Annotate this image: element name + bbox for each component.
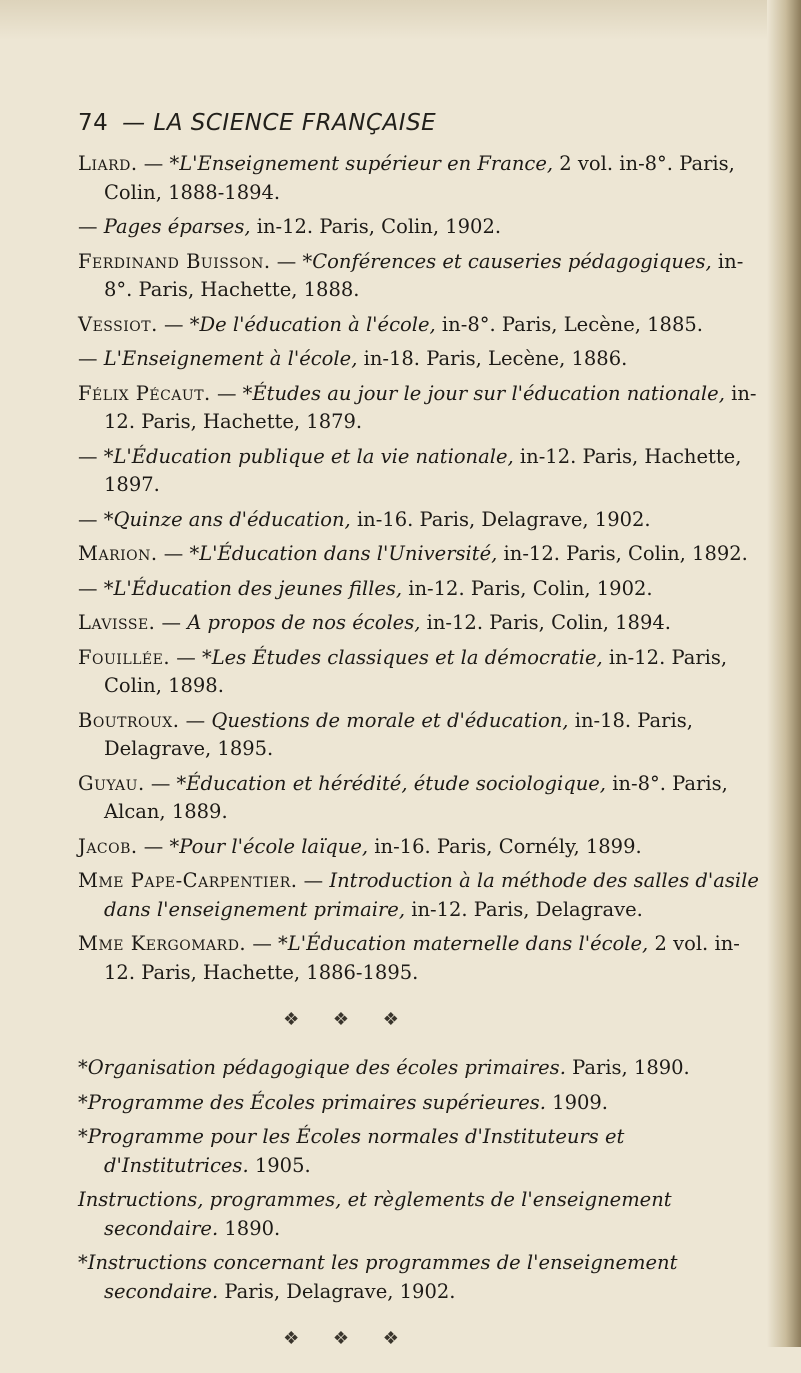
entry-title: A propos de nos écoles, — [187, 611, 421, 634]
entry-author: Félix Pécaut. — [78, 381, 211, 405]
entry-title: *L'Éducation dans l'Université, — [189, 542, 498, 565]
bibliography-entry — [78, 1089, 768, 1118]
bibliography-entry — [78, 1186, 768, 1243]
entry-author: Vessiot. — [78, 312, 158, 336]
bibliography-entry — [78, 1123, 768, 1180]
bibliography-list — [78, 150, 768, 987]
entry-separator: — — [78, 215, 104, 238]
bibliography-entry — [78, 1054, 768, 1083]
entry-title: *Programme pour les Écoles normales d'Instituteurs et d'Institutrices. — [78, 1125, 625, 1177]
entry-author: Jacob. — [78, 834, 138, 858]
bibliography-entry — [78, 707, 768, 764]
entry-publication-info: in-12. Paris, Colin, 1898. — [104, 645, 728, 697]
bibliography-entry — [78, 311, 768, 340]
entry-title: *Éducation et hérédité, étude sociologique, — [176, 771, 606, 795]
entry-publication-info: in-12. Paris, Colin, 1892. — [497, 542, 748, 565]
bibliography-entry — [78, 833, 768, 862]
entry-publication-info: in-8°. Paris, Alcan, 1889. — [104, 771, 728, 823]
entry-author: Mme Pape-Carpentier. — [78, 869, 298, 892]
bibliography-entry — [78, 1249, 768, 1306]
entry-separator: — — [137, 152, 170, 175]
entry-author: Ferdinand Buisson. — [78, 249, 271, 273]
section-ornament: ❖ ❖ ❖ — [283, 1009, 413, 1030]
entry-separator: — — [210, 381, 243, 405]
entry-publication-info: in-12. Paris, Colin, 1902. — [250, 215, 502, 238]
entry-title: *Quinze ans d'éducation, — [103, 507, 351, 531]
entry-title: *Programme des Écoles primaires supérieures. — [78, 1090, 546, 1114]
bibliography-entry — [78, 380, 768, 437]
bibliography-entry — [78, 506, 768, 535]
entry-title: *Instructions concernant les programmes de l'enseignement secondaire. — [78, 1251, 678, 1303]
entry-separator: — — [157, 542, 190, 565]
entry-title: *L'Éducation maternelle dans l'école, — [278, 932, 649, 955]
entry-title: *Les Études classiques et la démocratie, — [201, 645, 603, 669]
bibliography-entry — [78, 930, 768, 987]
entry-publication-info: in-12. Paris, Colin, 1902. — [402, 576, 653, 600]
bibliography-entry — [78, 644, 768, 701]
entry-author: Mme Kergomard. — [78, 932, 247, 955]
running-header — [78, 110, 768, 136]
entry-title: L'Enseignement à l'école, — [103, 347, 358, 370]
end-ornament: ❖ ❖ ❖ — [283, 1328, 413, 1349]
official-documents-list — [78, 1054, 768, 1306]
entry-author: Liard. — [78, 152, 138, 175]
entry-title: *L'Éducation publique et la vie nationale, — [103, 444, 514, 468]
bibliography-entry — [78, 770, 768, 827]
bibliography-entry — [78, 213, 768, 242]
entry-title: Introduction à la méthode des salles d'asile dans l'enseignement primaire, — [104, 869, 759, 921]
entry-publication-info: Paris, Delagrave, 1902. — [218, 1279, 456, 1303]
entry-separator: — — [78, 347, 104, 370]
entry-publication-info: in-8°. Paris, Lecène, 1885. — [435, 312, 703, 336]
entry-publication-info: 1905. — [248, 1153, 311, 1177]
entry-separator: — — [137, 834, 170, 858]
entry-separator: — — [246, 932, 279, 955]
entry-publication-info: in-18. Paris, Lecène, 1886. — [357, 347, 628, 370]
entry-author: Boutroux. — [78, 708, 180, 732]
bibliography-entry — [78, 150, 768, 207]
entry-publication-info: 2 vol. in-12. Paris, Hachette, 1886-1895. — [104, 932, 740, 984]
entry-title: *L'Éducation des jeunes filles, — [103, 576, 403, 600]
bibliography-entry — [78, 867, 768, 924]
entry-author: Lavisse. — [78, 611, 156, 634]
entry-separator: — — [270, 249, 303, 273]
entry-title: *Pour l'école laïque, — [169, 834, 369, 858]
bibliography-entry — [78, 575, 768, 604]
entry-separator: — — [170, 645, 202, 669]
entry-publication-info: 1890. — [218, 1216, 281, 1240]
page-content — [78, 110, 768, 1373]
bibliography-entry — [78, 443, 768, 500]
entry-publication-info: in-12. Paris, Delagrave. — [405, 897, 643, 921]
bibliography-entry — [78, 540, 768, 569]
entry-publication-info: in-12. Paris, Hachette, 1897. — [104, 444, 742, 496]
entry-publication-info: 2 vol. in-8°. Paris, Colin, 1888-1894. — [104, 152, 735, 204]
entry-publication-info: in-12. Paris, Colin, 1894. — [420, 611, 671, 634]
entry-publication-info: in-16. Paris, Cornély, 1899. — [368, 834, 642, 858]
entry-separator: — — [144, 771, 177, 795]
entry-author: Marion. — [78, 542, 158, 565]
bibliography-entry — [78, 248, 768, 305]
entry-separator: — — [157, 312, 190, 336]
entry-author: Fouillée. — [78, 645, 171, 669]
entry-separator: — — [78, 576, 104, 600]
running-title: — LA SCIENCE FRANÇAISE — [122, 110, 437, 136]
page-shadow-top — [0, 0, 801, 40]
page-edge-shadow — [767, 0, 801, 1347]
entry-title: *Conférences et causeries pédagogiques, — [302, 249, 712, 273]
entry-title: *De l'éducation à l'école, — [189, 312, 436, 336]
entry-publication-info: in-12. Paris, Hachette, 1879. — [104, 381, 757, 433]
entry-publication-info: in-8°. Paris, Hachette, 1888. — [104, 249, 744, 301]
entry-separator: — — [155, 611, 188, 634]
entry-publication-info: 1909. — [545, 1090, 608, 1114]
entry-title: *Organisation pédagogique des écoles primaires. — [78, 1056, 566, 1079]
entry-publication-info: in-18. Paris, Delagrave, 1895. — [104, 708, 693, 760]
entry-title: Pages éparses, — [103, 215, 251, 238]
entry-publication-info: Paris, 1890. — [565, 1056, 690, 1079]
entry-title: *L'Enseignement supérieur en France, — [169, 152, 554, 175]
page-number: 74 — [78, 110, 109, 136]
entry-publication-info: in-16. Paris, Delagrave, 1902. — [350, 507, 651, 531]
entry-author: Guyau. — [78, 771, 145, 795]
entry-separator: — — [78, 444, 104, 468]
entry-separator: — — [78, 507, 104, 531]
entry-title: *Études au jour le jour sur l'éducation nationale, — [242, 381, 725, 405]
entry-title: Questions de morale et d'éducation, — [211, 708, 569, 732]
entry-separator: — — [297, 869, 330, 892]
entry-title: Instructions, programmes, et règlements de l'enseignement secondaire. — [78, 1188, 672, 1240]
bibliography-entry — [78, 609, 768, 638]
bibliography-entry — [78, 345, 768, 374]
entry-separator: — — [179, 708, 212, 732]
